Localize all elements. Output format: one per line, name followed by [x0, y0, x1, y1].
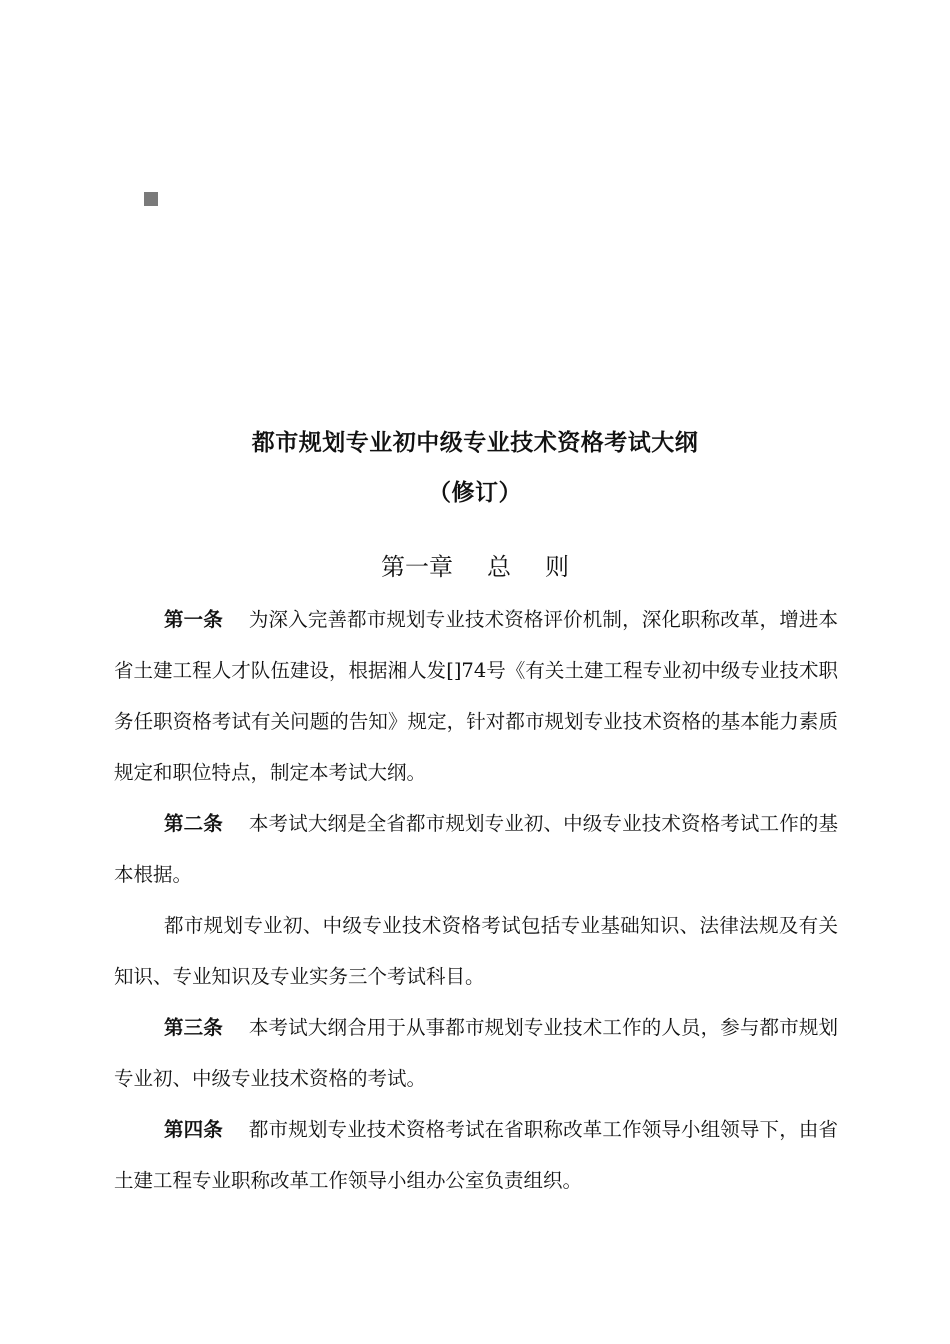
chapter-name-part2: 则 [545, 553, 569, 581]
paragraph-article-1 [114, 594, 838, 798]
article-label: 第三条 [164, 1016, 223, 1039]
paragraph-text: 本考试大纲合用于从事都市规划专业技术工作的人员，参与都市规划专业初、中级专业技术资格的考试。 [114, 1016, 838, 1090]
paragraph-article-3 [114, 1002, 838, 1104]
chapter-name-part1: 总 [487, 553, 511, 581]
document-title: 都市规划专业初中级专业技术资格考试大纲 [251, 430, 699, 456]
article-label: 第四条 [164, 1118, 223, 1141]
paragraph-article-2 [114, 798, 838, 900]
paragraph-plain [114, 900, 838, 1002]
chapter-number: 第一章 [381, 553, 453, 581]
paragraph-text: 为深入完善都市规划专业技术资格评价机制，深化职称改革，增进本省土建工程人才队伍建设，根据湘人发[]74号《有关土建工程专业初中级专业技术职务任职资格考试有关问题的告知》规定，针对都市规划专业技术资格的基本能力素质规定和职位特点，制定本考试大纲。 [114, 608, 838, 784]
article-label: 第二条 [164, 812, 223, 835]
paragraph-text: 都市规划专业初、中级专业技术资格考试包括专业基础知识、法律法规及有关知识、专业知识及专业实务三个考试科目。 [114, 914, 838, 988]
document-body [114, 594, 838, 1206]
paragraph-text: 本考试大纲是全省都市规划专业初、中级专业技术资格考试工作的基本根据。 [114, 812, 838, 886]
paragraph-article-4 [114, 1104, 838, 1206]
paragraph-text: 都市规划专业技术资格考试在省职称改革工作领导小组领导下，由省土建工程专业职称改革工作领导小组办公室负责组织。 [114, 1118, 838, 1192]
document-subtitle: （修订） [428, 480, 522, 506]
article-label: 第一条 [164, 608, 223, 631]
bullet-square-icon [144, 192, 158, 206]
chapter-heading [0, 547, 950, 582]
